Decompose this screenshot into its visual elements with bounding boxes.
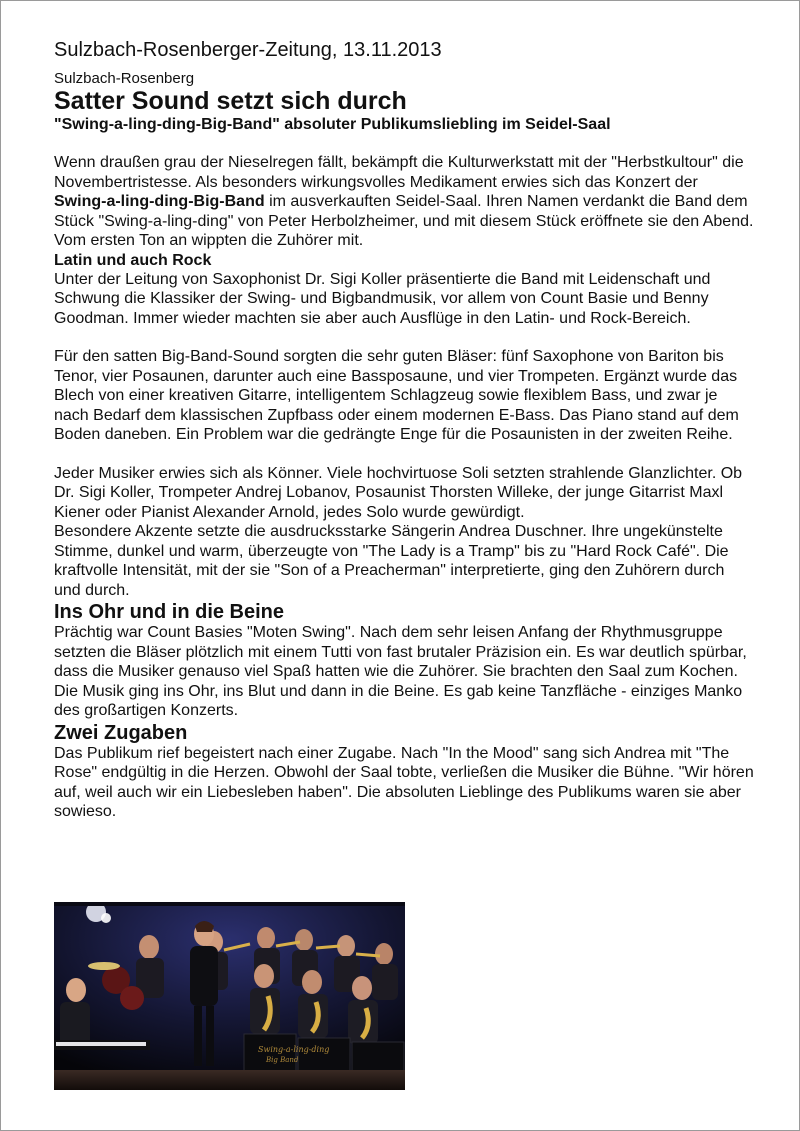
- article: [54, 38, 754, 822]
- band-photo: [54, 902, 405, 1090]
- paragraph-encores: Das Publikum rief begeistert nach einer Zugabe. Nach "In the Mood" sang sich Andrea mit "The Rose" endgültig in die Herzen. Obwohl der Saal tobte, verließen die Musiker die Bühne. "Wir hören auf, weil auch wir ein Liebesleben haben". Die absoluten Lieblinge des Publikums waren sie aber sowieso.: [54, 744, 754, 820]
- article-subtitle: "Swing-a-ling-ding-Big-Band" absoluter Publikumsliebling im Seidel-Saal: [54, 116, 611, 133]
- band-name-bold: Swing-a-ling-ding-Big-Band: [54, 193, 265, 210]
- stand-logo-subtext: Big Band: [266, 1056, 299, 1064]
- newspaper-source: Sulzbach-Rosenberger-Zeitung, 13.11.2013: [54, 39, 442, 61]
- paragraph-intro-text-1: Wenn draußen grau der Nieselregen fällt, bekämpft die Kulturwerkstatt mit der "Herbstkultour" die Novembertristesse. Als besonders wirkungsvolles Medikament erwies sich das Konzert der: [54, 154, 744, 191]
- paragraph-sound: Für den satten Big-Band-Sound sorgten die sehr guten Bläser: fünf Saxophone von Bariton bis Tenor, vier Posaunen, darunter auch eine Bassposaune, und vier Trompeten. Ergänzt wurde das Blech von einer kreativen Gitarre, intelligentem Schlagzeug sowie flexiblem Bass, und zwar je nach Bedarf dem klassischen Zupfbass oder einem modernen E-Bass. Das Piano stand auf dem Boden daneben. Ein Problem war die gedrängte Enge für die Posaunisten in der zweiten Reihe.: [54, 348, 739, 443]
- paragraph-moten-swing: Prächtig war Count Basies "Moten Swing". Nach dem sehr leisen Anfang der Rhythmusgruppe setzten die Bläser plötzlich mit einem Tutti von fast brutaler Präzision ein. Es war deutlich spürbar, dass die Musiker genauso viel Spaß hatten wie die Zuhörer. Sie brachten den Saal zum Kochen. Die Musik ging ins Ohr, ins Blut und dann in die Beine. Es gab keine Tanzfläche - einziges Manko des großartigen Konzerts.: [54, 624, 747, 719]
- section-heading-latin: Latin und auch Rock: [54, 251, 212, 269]
- paragraph-gap: [54, 328, 754, 347]
- band-photo-illustration: [54, 902, 405, 1090]
- paragraph-gap: [54, 445, 754, 464]
- paragraph-intro: [54, 153, 754, 251]
- paragraph-soloists: Jeder Musiker erwies sich als Könner. Viele hochvirtuose Soli setzten strahlende Glanzlichter. Ob Dr. Sigi Koller, Trompeter Andrej Lobanov, Posaunist Thorsten Willeke, der junge Gitarrist Maxl Kiener oder Pianist Alexander Arnold, jedes Solo wurde gewürdigt.: [54, 464, 743, 521]
- paragraph-singer: Besondere Akzente setzte die ausdrucksstarke Sängerin Andrea Duschner. Ihre ungekünstelte Stimme, dunkel und warm, überzeugte von "The Lady is a Tramp" bis zu "Hard Rock Café". Die kraftvolle Intensität, mit der sie "Son of a Preacherman" interpretierte, ging den Zuhörern durch und durch.: [54, 523, 729, 599]
- stand-logo-text: Swing-a-ling-ding: [258, 1045, 330, 1054]
- section-heading-zugaben: Zwei Zugaben: [54, 721, 188, 744]
- paragraph-intro-text-2: im ausverkauften Seidel-Saal. Ihren Namen verdankt die Band dem Stück "Swing-a-ling-ding" von Peter Herbolzheimer, und mit diesem Stück eröffnete sie den Abend. Vom ersten Ton an wippten die Zuhörer mit.: [54, 193, 754, 249]
- section-heading-ohr: Ins Ohr und in die Beine: [54, 601, 285, 623]
- article-title: Satter Sound setzt sich durch: [54, 87, 407, 115]
- dateline-location: Sulzbach-Rosenberg: [54, 70, 195, 87]
- paragraph-leadership: Unter der Leitung von Saxophonist Dr. Sigi Koller präsentierte die Band mit Leidenschaft und Schwung die Klassiker der Swing- und Bigbandmusik, vor allem von Count Basie und Benny Goodman. Immer wieder machten sie aber auch Ausflüge in den Latin- und Rock-Bereich.: [54, 270, 711, 327]
